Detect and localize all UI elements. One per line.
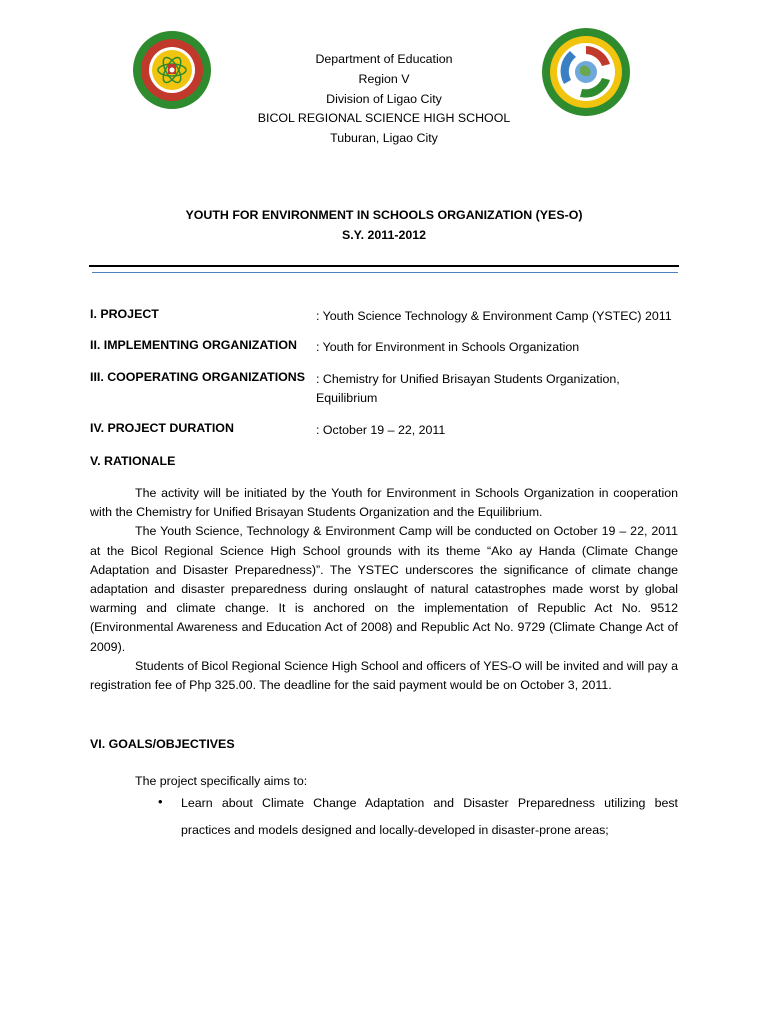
goal-item: Learn about Climate Change Adaptation and Disaster Preparedness utilizing best practices and models designed and locally-developed in disaster-prone areas; [181,796,678,837]
goals-heading: VI. GOALS/OBJECTIVES [90,737,235,751]
project-value: : Youth Science Technology & Environment Camp (YSTEC) 2011 [316,309,672,323]
project-duration-label: IV. PROJECT DURATION [90,421,234,435]
cooperating-orgs-label: III. COOPERATING ORGANIZATIONS [90,370,306,384]
implementing-org-value: : Youth for Environment in Schools Organization [316,340,580,354]
school-seal-icon [132,30,212,110]
rationale-paragraph-2: The Youth Science, Technology & Environment Camp will be conducted on October 19 – 22, 2011 at the Bicol Regional Science High School grounds with its theme “Ako ay Handa (Climate Change Adaptation and Disaster Preparedness)”. The YSTEC underscores the significance of climate change adaptation and disaster preparedness during onslaught of natural catastrophes made worst by global warming and climate change. It is anchored on the implementation of Republic Act No. 9512 (Environmental Awareness and Education Act of 2008) and Republic Act No. 9729 (Climate Change Act of 2009). [90,524,678,654]
title-org: YOUTH FOR ENVIRONMENT IN SCHOOLS ORGANIZATION (YES-O) [185,208,583,222]
header-department: Department of Education [315,52,453,66]
header-school: BICOL REGIONAL SCIENCE HIGH SCHOOL [257,111,511,126]
rationale-body [90,484,678,695]
rationale-paragraph-1: The activity will be initiated by the Youth for Environment in Schools Organization in cooperation with the Chemistry for Unified Brisayan Students Organization and the Equilibrium. [90,486,678,520]
divider-rule [89,265,679,267]
yes-o-logo-icon [540,26,632,118]
document-title [150,206,618,246]
letterhead [240,50,528,149]
implementing-org-label: II. IMPLEMENTING ORGANIZATION [90,338,297,352]
divider-rule-accent [92,272,678,273]
header-address: Tuburan, Ligao City [330,131,438,146]
goals-lead: The project specifically aims to: [135,774,308,788]
header-region: Region V [358,71,410,86]
bullet-icon: • [158,794,163,809]
cooperating-orgs-value: : Chemistry for Unified Brisayan Students Organization, Equilibrium [316,372,620,405]
rationale-heading: V. RATIONALE [90,454,176,468]
title-school-year: S.Y. 2011-2012 [341,227,427,242]
project-label: I. PROJECT [90,307,159,321]
project-duration-value: : October 19 – 22, 2011 [316,423,446,437]
header-division: Division of Ligao City [326,91,442,106]
rationale-paragraph-3: Students of Bicol Regional Science High School and officers of YES-O will be invited and will pay a registration fee of Php 325.00. The deadline for the said payment would be on October 3, 2011. [90,658,678,693]
